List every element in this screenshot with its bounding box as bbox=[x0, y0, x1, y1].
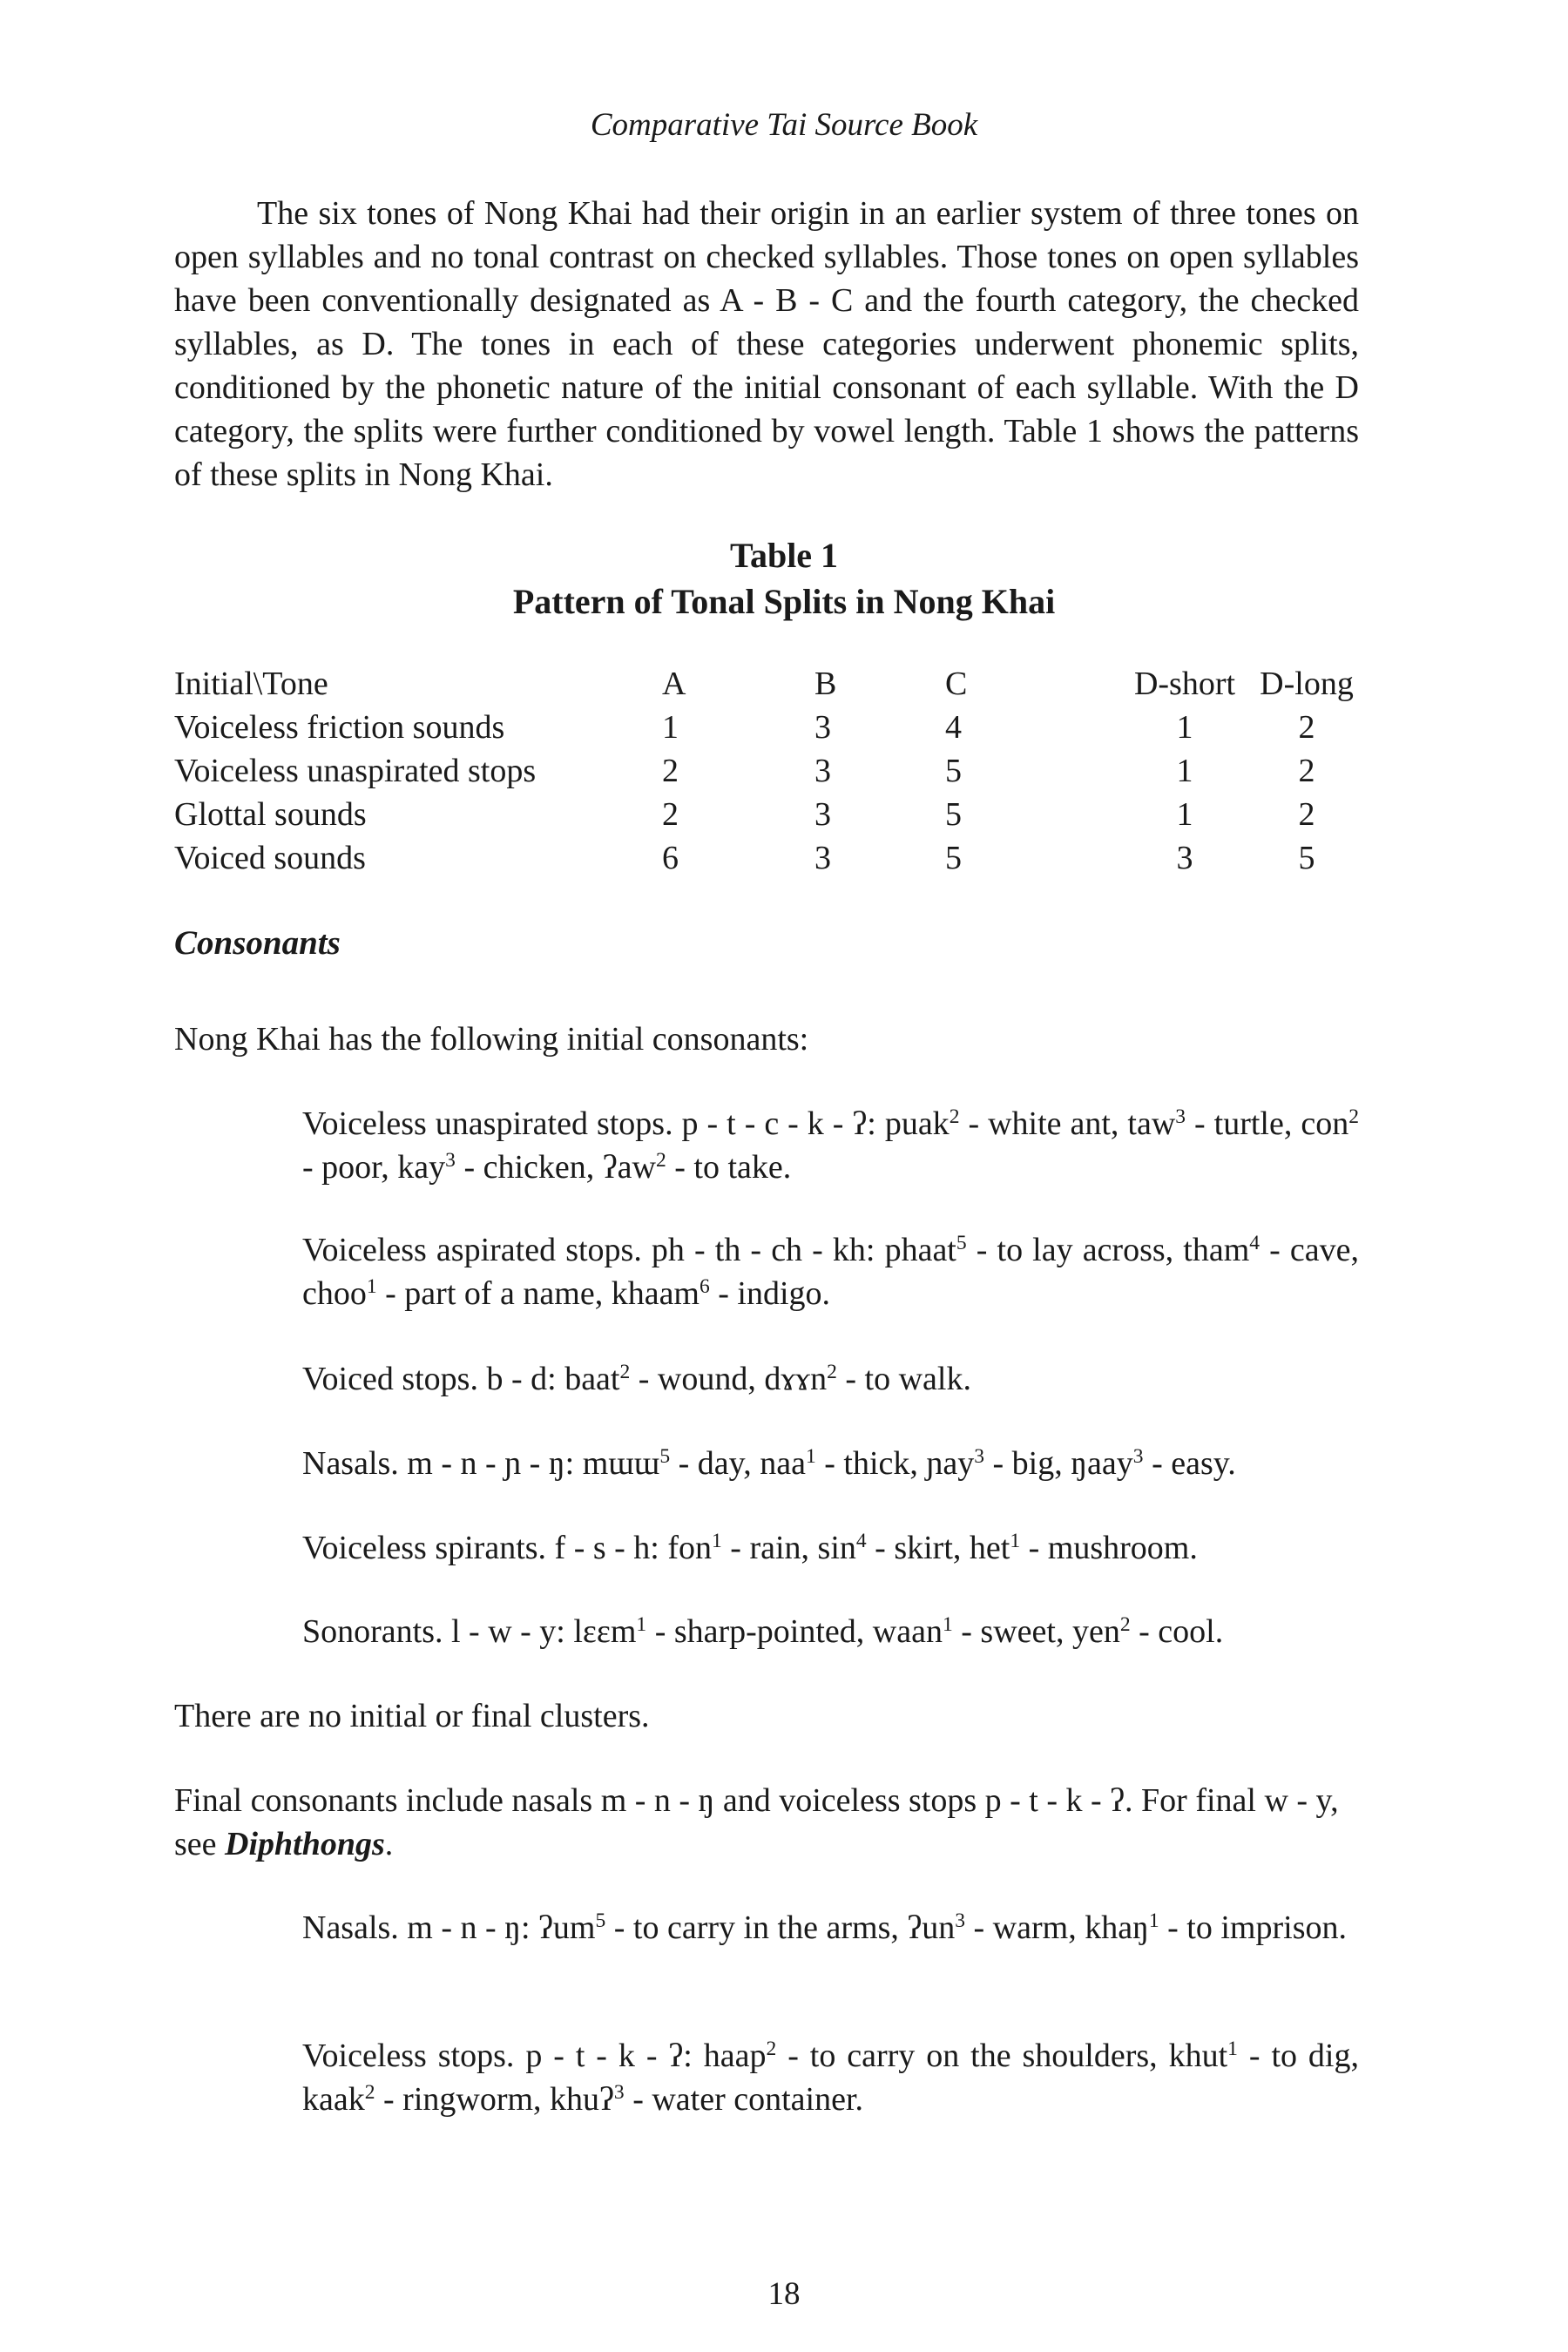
table-cell: Voiceless friction sounds bbox=[174, 709, 505, 746]
example-gloss: - to dig, bbox=[1237, 2038, 1359, 2074]
example-word: mɯɯ bbox=[582, 1445, 660, 1482]
table-row bbox=[174, 749, 1363, 793]
example-gloss: - poor, bbox=[302, 1149, 398, 1186]
table-header-row bbox=[174, 662, 1363, 706]
example-word: khuʔ bbox=[550, 2081, 614, 2118]
example-word: phaat bbox=[884, 1232, 956, 1268]
table-cell: 3 bbox=[1176, 840, 1193, 876]
example-word: con bbox=[1301, 1105, 1349, 1142]
tone-number: 2 bbox=[827, 1361, 837, 1384]
running-header: Comparative Tai Source Book bbox=[590, 107, 978, 143]
final-consonants-text: Final consonants include nasals m - n - ŋ and voiceless stops p - t - k - ʔ. For final w - y, see bbox=[174, 1782, 1339, 1862]
example-paragraph bbox=[302, 1526, 1359, 1570]
tone-number: 1 bbox=[636, 1613, 647, 1637]
example-gloss: - sharp-pointed, bbox=[646, 1613, 873, 1650]
example-word: kaak bbox=[302, 2081, 365, 2118]
tone-number: 3 bbox=[445, 1149, 456, 1173]
example-gloss: - ringworm, bbox=[375, 2081, 551, 2118]
final-consonants-end: . bbox=[384, 1826, 394, 1862]
table-row bbox=[174, 836, 1363, 880]
table-row bbox=[174, 706, 1363, 749]
page-number: 18 bbox=[767, 2276, 801, 2312]
tone-number: 1 bbox=[366, 1275, 377, 1299]
tone-number: 1 bbox=[712, 1530, 722, 1553]
table-cell: 5 bbox=[945, 840, 962, 876]
example-gloss: - warm, bbox=[965, 1909, 1085, 1946]
tone-number: 3 bbox=[1175, 1105, 1186, 1129]
example-label: Voiceless aspirated stops. ph - th - ch - kh: bbox=[302, 1232, 885, 1268]
table-cell: 3 bbox=[814, 709, 831, 746]
example-word: haap bbox=[703, 2038, 767, 2074]
tone-number: 4 bbox=[1249, 1232, 1260, 1255]
table-cell: 1 bbox=[1176, 796, 1193, 833]
example-gloss: - mushroom. bbox=[1020, 1530, 1198, 1566]
tone-number: 5 bbox=[595, 1909, 606, 1933]
table-cell: 3 bbox=[814, 840, 831, 876]
example-gloss: - to walk. bbox=[836, 1361, 971, 1397]
example-label: Sonorants. l - w - y: bbox=[302, 1613, 574, 1650]
example-word: taw bbox=[1127, 1105, 1176, 1142]
table-cell: 2 bbox=[1298, 796, 1315, 833]
example-label: Nasals. m - n - ɲ - ŋ: bbox=[302, 1445, 583, 1482]
header-cell: D-long bbox=[1260, 666, 1354, 702]
table-cell: 5 bbox=[945, 796, 962, 833]
tone-number: 3 bbox=[1132, 1445, 1144, 1469]
example-word: ŋaay bbox=[1071, 1445, 1133, 1482]
example-gloss: - to imprison. bbox=[1159, 1909, 1347, 1946]
tone-number: 2 bbox=[655, 1149, 666, 1173]
example-label: Voiceless unaspirated stops. p - t - c - k - ʔ: bbox=[302, 1105, 885, 1142]
example-gloss: - easy. bbox=[1143, 1445, 1236, 1482]
example-gloss: - day, bbox=[670, 1445, 760, 1482]
example-gloss: - thick, bbox=[815, 1445, 927, 1482]
header-cell: A bbox=[662, 666, 686, 702]
example-word: kay bbox=[397, 1149, 446, 1186]
example-gloss: - to take. bbox=[666, 1149, 792, 1186]
example-paragraph bbox=[302, 2034, 1359, 2121]
example-paragraph bbox=[302, 1906, 1359, 1950]
example-gloss: - to carry on the shoulders, bbox=[776, 2038, 1169, 2074]
example-paragraph bbox=[302, 1357, 1359, 1401]
table-cell: 3 bbox=[814, 753, 831, 789]
example-word: ʔun bbox=[907, 1909, 956, 1946]
tone-number: 2 bbox=[1119, 1613, 1131, 1637]
example-word: dɤɤn bbox=[764, 1361, 828, 1397]
tone-number: 1 bbox=[942, 1613, 953, 1637]
header-cell: Initial\Tone bbox=[174, 666, 328, 702]
tone-number: 5 bbox=[956, 1232, 967, 1255]
example-gloss: - chicken, bbox=[455, 1149, 603, 1186]
header-cell: C bbox=[945, 666, 968, 702]
table-cell: 2 bbox=[1298, 709, 1315, 746]
tone-number: 5 bbox=[659, 1445, 671, 1469]
example-word: puak bbox=[884, 1105, 950, 1142]
tone-number: 2 bbox=[766, 2038, 777, 2061]
tone-number: 2 bbox=[949, 1105, 960, 1129]
example-word: khut bbox=[1168, 2038, 1228, 2074]
tone-number: 2 bbox=[364, 2081, 375, 2105]
table-cell: Glottal sounds bbox=[174, 796, 367, 833]
tone-number: 3 bbox=[955, 1909, 966, 1933]
example-paragraph bbox=[302, 1228, 1359, 1315]
example-word: ʔum bbox=[538, 1909, 596, 1946]
table-cell: 2 bbox=[662, 753, 679, 789]
tone-number: 3 bbox=[974, 1445, 985, 1469]
example-word: yen bbox=[1071, 1613, 1120, 1650]
tone-number: 2 bbox=[619, 1361, 631, 1384]
tone-number: 1 bbox=[1010, 1530, 1021, 1553]
example-gloss: - part of a name, bbox=[376, 1275, 612, 1312]
example-word: khaŋ bbox=[1085, 1909, 1149, 1946]
example-word: lɛɛm bbox=[573, 1613, 637, 1650]
example-gloss: - to lay across, bbox=[966, 1232, 1184, 1268]
initial-consonants-intro: Nong Khai has the following initial consonants: bbox=[174, 1021, 809, 1058]
example-gloss: - to carry in the arms, bbox=[605, 1909, 908, 1946]
tone-number: 3 bbox=[613, 2081, 625, 2105]
tone-number: 1 bbox=[1148, 1909, 1159, 1933]
example-paragraph bbox=[302, 1610, 1359, 1653]
example-word: sin bbox=[817, 1530, 856, 1566]
example-word: waan bbox=[872, 1613, 943, 1650]
table-cell: 2 bbox=[1298, 753, 1315, 789]
table-cell: 5 bbox=[945, 753, 962, 789]
table-cell: Voiced sounds bbox=[174, 840, 366, 876]
example-gloss: - sweet, bbox=[952, 1613, 1072, 1650]
header-cell: D-short bbox=[1133, 666, 1236, 702]
section-heading-consonants: Consonants bbox=[174, 924, 341, 962]
example-label: Voiceless stops. p - t - k - ʔ: bbox=[302, 2038, 704, 2074]
final-consonants-paragraph bbox=[174, 1779, 1359, 1866]
diphthongs-reference: Diphthongs bbox=[225, 1826, 385, 1862]
table-cell: 5 bbox=[1298, 840, 1315, 876]
table-cell: 1 bbox=[1176, 753, 1193, 789]
example-word: het bbox=[969, 1530, 1010, 1566]
example-label: Nasals. m - n - ŋ: bbox=[302, 1909, 539, 1946]
example-word: baat bbox=[564, 1361, 620, 1397]
example-word: choo bbox=[302, 1275, 367, 1312]
tone-number: 6 bbox=[700, 1275, 710, 1299]
example-word: naa bbox=[760, 1445, 806, 1482]
example-gloss: - indigo. bbox=[709, 1275, 831, 1312]
example-gloss: - rain, bbox=[721, 1530, 818, 1566]
table-cell: Voiceless unaspirated stops bbox=[174, 753, 537, 789]
table-cell: 6 bbox=[662, 840, 679, 876]
example-gloss: - wound, bbox=[630, 1361, 765, 1397]
table-row bbox=[174, 793, 1363, 836]
header-cell: B bbox=[814, 666, 837, 702]
example-gloss: - water container. bbox=[624, 2081, 864, 2118]
example-gloss: - cool. bbox=[1130, 1613, 1224, 1650]
intro-paragraph: The six tones of Nong Khai had their origin in an earlier system of three tones on open syllables and no tonal contrast on checked syllables. Those tones on open syllables have been conventionally designated as A - B - C and the fourth category, the checked syllables, as D. The tones in each of these categories underwent phonemic splits, conditioned by the phonetic nature of the initial consonant of each syllable. With the D category, the splits were further conditioned by vowel length. Table 1 shows the patterns of these splits in Nong Khai. bbox=[174, 195, 1359, 493]
example-gloss: - white ant, bbox=[959, 1105, 1128, 1142]
example-label: Voiceless spirants. f - s - h: bbox=[302, 1530, 668, 1566]
example-gloss: - big, bbox=[984, 1445, 1071, 1482]
table-cell: 1 bbox=[1176, 709, 1193, 746]
example-word: fon bbox=[667, 1530, 713, 1566]
example-paragraph bbox=[302, 1442, 1359, 1485]
no-clusters-note: There are no initial or final clusters. bbox=[174, 1698, 650, 1734]
example-paragraph bbox=[302, 1102, 1359, 1189]
example-word: ɲay bbox=[926, 1445, 975, 1482]
table-cell: 2 bbox=[662, 796, 679, 833]
example-gloss: - cave, bbox=[1260, 1232, 1359, 1268]
table-caption: Pattern of Tonal Splits in Nong Khai bbox=[512, 582, 1056, 621]
tone-number: 1 bbox=[805, 1445, 816, 1469]
example-word: khaam bbox=[611, 1275, 700, 1312]
tone-number: 4 bbox=[855, 1530, 867, 1553]
example-label: Voiced stops. b - d: bbox=[302, 1361, 565, 1397]
tone-number: 1 bbox=[1227, 2038, 1238, 2061]
table-cell: 4 bbox=[945, 709, 962, 746]
example-word: ʔaw bbox=[602, 1149, 656, 1186]
example-gloss: - skirt, bbox=[866, 1530, 970, 1566]
example-gloss: - turtle, bbox=[1186, 1105, 1301, 1142]
tonal-splits-table bbox=[174, 662, 1363, 880]
example-word: tham bbox=[1183, 1232, 1250, 1268]
tone-number: 2 bbox=[1348, 1105, 1359, 1129]
table-cell: 3 bbox=[814, 796, 831, 833]
table-cell: 1 bbox=[662, 709, 679, 746]
table-number: Table 1 bbox=[729, 536, 839, 575]
